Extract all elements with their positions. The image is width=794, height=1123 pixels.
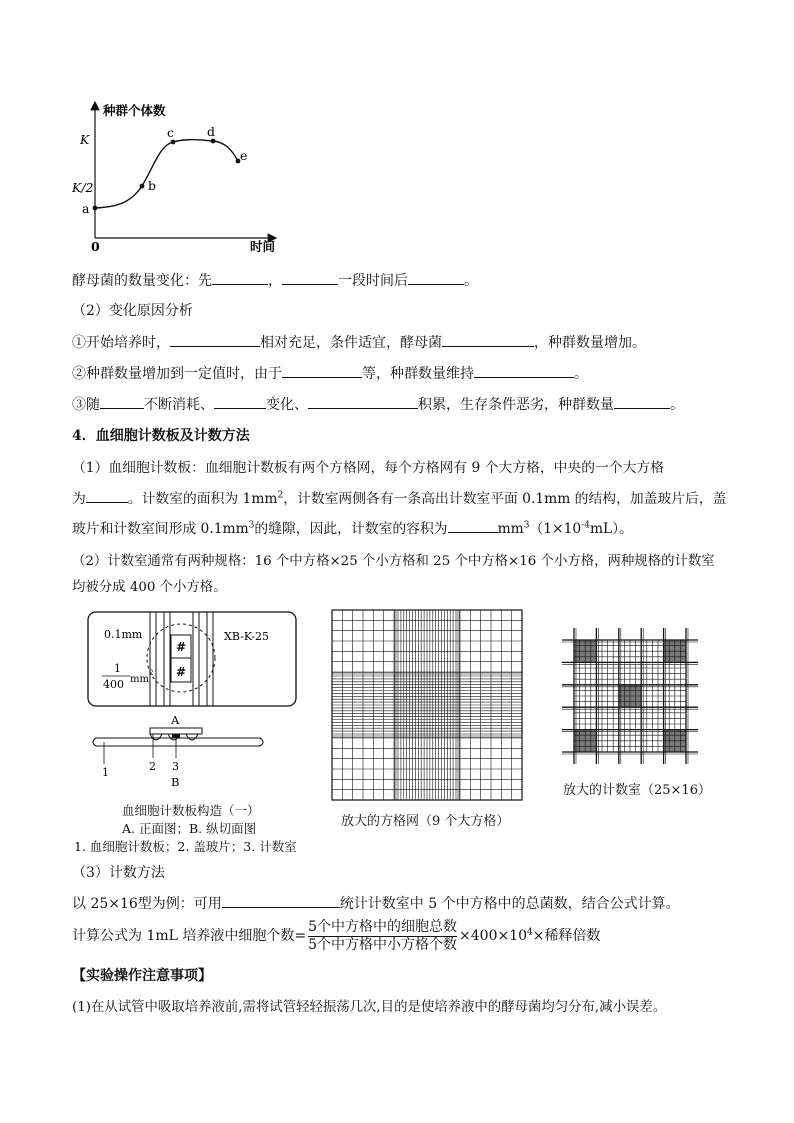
cause-3: ③随 不断消耗、 变化、 积累，生存条件恶劣，种群数量 。	[72, 394, 684, 415]
para-1-line-c: 玻片和计数室间形成 $0.1mm^3$的缝隙，因此，计数室的容积为 $mm^3(1\times 10^{-4}mL)$。	[72, 518, 633, 539]
para-2-line-a: （2）计数室通常有两种规格：16 个中方格×25 个小方格和 25 个中方格×16 个小方格，两种规格的计数室	[72, 554, 715, 569]
figure1-caption-1: 血细胞计数板构造（一）	[122, 803, 260, 818]
figure1-caption-3: 1. 血细胞计数板；2. 盖玻片；3. 计数室	[74, 839, 297, 854]
cause-title: （2）变化原因分析	[72, 303, 193, 319]
depth-label: 0.1mm	[104, 628, 143, 641]
point-e-label: e	[240, 148, 248, 163]
part-2-num: 2	[149, 760, 156, 773]
y-axis-label: 种群个体数	[103, 103, 166, 118]
para-3-title: （3）计数方法	[72, 865, 165, 881]
yeast-change-line: 酵母菌的数量变化：先 ， 一段时间后 。	[72, 270, 478, 291]
para-2-line-b: 均被分成 400 个小方格。	[72, 580, 227, 595]
part-1-num: 1	[102, 766, 109, 779]
point-d-label: d	[207, 124, 216, 139]
para-1-line-a: （1）血细胞计数板：血细胞计数板有两个方格网，每个方格网有 9 个大方格，中央的一个大方格	[72, 460, 664, 476]
area-frac-unit: mm	[130, 674, 149, 685]
point-c	[171, 140, 176, 145]
notes-heading: 【实验操作注意事项】	[72, 968, 212, 984]
x-axis-label: 时间	[250, 239, 276, 254]
origin-label: 0	[91, 239, 100, 254]
point-a	[93, 206, 98, 211]
grid-mark-bottom: #	[176, 665, 187, 679]
cause-1: ①开始培养时， 相对充足，条件适宜，酵母菌 ，种群数量增加。	[72, 332, 646, 353]
part-3-num: 3	[172, 760, 179, 773]
figure2-caption: 放大的方格网（9 个大方格）	[341, 814, 510, 829]
area-frac-den: 400	[103, 678, 124, 691]
cover-glass	[150, 728, 202, 734]
cause-2: ②种群数量增加到一定值时，由于 等，种群数量维持 。	[72, 363, 588, 384]
slide-front-view	[88, 612, 296, 706]
point-b-label: b	[148, 178, 157, 193]
label-b: B	[171, 775, 180, 789]
y-tick-k: K	[80, 132, 90, 147]
figure3-caption: 放大的计数室（25×16）	[563, 783, 711, 798]
para-1-line-b: 为 。计数室的面积为 $1mm^2$，计数室两侧各有一条高出计数室平面 0.1mm 的结构，加盖玻片后，盖	[72, 488, 726, 509]
growth-curve	[95, 140, 238, 208]
formula-fraction: $\frac{\text{5个中方格中的细胞总数}}{\text{5个中方格中小方格个数}}$	[308, 918, 458, 953]
grid-mark-top: #	[176, 640, 187, 654]
figure1-caption-2: A. 正面图；B. 纵切面图	[122, 821, 257, 836]
figure-counting-chamber-structure	[72, 610, 297, 805]
point-a-label: a	[82, 201, 90, 216]
population-curve-chart	[70, 98, 290, 258]
label-a: A	[171, 713, 180, 727]
area-frac-sup: 2	[149, 669, 154, 677]
formula-line: 计算公式为 1mL 培养液中细胞个数= $\frac{\text{5个中方格中的细胞总数}}{\text{5个中方格中小方格个数}}$ $\times 400\times 10^4\times$稀释倍数	[72, 918, 601, 953]
point-b	[140, 184, 145, 189]
section-4-heading: 4．血细胞计数板及计数方法	[72, 428, 250, 444]
note-1: (1)在从试管中吸取培养液前,需将试管轻轻振荡几次,目的是使培养液中的酵母菌均匀分布,减小误差。	[72, 1000, 667, 1015]
point-c-label: c	[167, 125, 175, 140]
slide-side-view	[93, 738, 263, 746]
figure-enlarged-grid	[331, 609, 523, 801]
y-tick-k-half: K/2	[72, 180, 94, 195]
para-3-line: 以 25×16型为例：可用 统计计数室中 5 个中方格中的总菌数，结合公式计算。	[72, 893, 680, 914]
area-frac-num: 1	[114, 662, 121, 675]
figure-enlarged-counting-chamber	[560, 626, 700, 766]
point-d	[211, 139, 216, 144]
model-label: XB-K-25	[224, 630, 269, 643]
